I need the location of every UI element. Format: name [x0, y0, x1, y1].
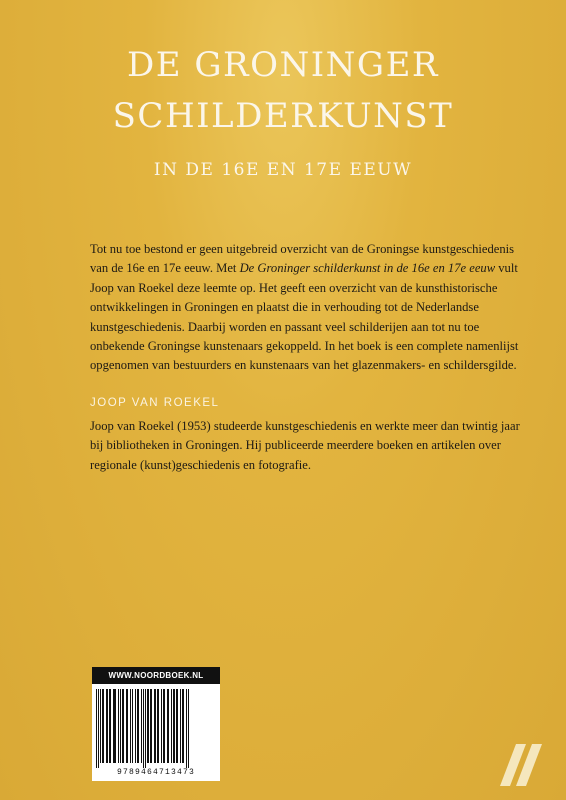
isbn-barcode: [92, 667, 220, 781]
barcode-bar: [132, 689, 133, 763]
book-title-line-1: DE GRONINGER: [126, 45, 440, 85]
barcode-bar: [113, 689, 116, 763]
book-description-title: De Groninger schilderkunst in de 16e en 17e eeuw: [239, 261, 496, 276]
book-title: [0, 40, 566, 142]
barcode-bar: [126, 689, 128, 763]
book-description: [90, 240, 530, 376]
barcode-bar: [161, 689, 162, 763]
barcode-bar: [150, 689, 152, 763]
book-title-line-2: SCHILDERKUNST: [112, 96, 454, 136]
barcode-bar: [186, 689, 187, 768]
barcode-bar: [145, 689, 146, 768]
book-subtitle: IN DE 16E EN 17E EEUW: [153, 160, 413, 180]
barcode-bar: [180, 689, 181, 763]
barcode-bar: [106, 689, 108, 763]
barcode-bar: [143, 689, 144, 768]
barcode-bar: [176, 689, 178, 763]
barcode-bar: [141, 689, 142, 763]
barcode-bar: [122, 689, 124, 763]
barcode-bar: [102, 689, 104, 763]
barcode-bar: [171, 689, 172, 763]
barcode-bar: [98, 689, 99, 768]
barcode-bar: [188, 689, 189, 768]
book-description-part-2: vult Joop van Roekel deze leemte op. Het geeft een overzicht van de kunsthistorische ontwikkelingen in Groningen en plaatst die in verhouding tot de Nederlandse kunstgeschiedenis. Daarbij worden en passant veel schilderijen aan tot nu toe onbekende Groningse kunstenaars gekoppeld. In het boek is een complete namenlijst opgenomen van bestuurders en kunstenaars van het glazenmakers- en schildersgilde.: [90, 261, 519, 373]
barcode-bar: [173, 689, 175, 763]
barcode-bar: [118, 689, 119, 763]
isbn-digits: 9789464713473: [116, 768, 195, 777]
barcode-bars: [96, 689, 216, 768]
book-description-part-1: Tot nu toe bestond er geen uitgebreid overzicht van de Groningse kunstgeschiedenis van de 16e en 17e eeuw. Met: [90, 242, 515, 276]
barcode-bar: [137, 689, 139, 763]
barcode-bar: [96, 689, 97, 768]
barcode-bar: [130, 689, 131, 763]
author-bio: Joop van Roekel (1953) studeerde kunstgeschiedenis en werkte meer dan twintig jaar bij bibliotheken in Groningen. Hij publiceerde meerdere boeken en artikelen over regionale (kunst)geschiedenis en fotografie.: [90, 419, 520, 472]
publisher-chevron-logo-icon: [500, 738, 548, 786]
barcode-bar: [109, 689, 111, 763]
barcode-bar: [154, 689, 156, 763]
barcode-bar: [120, 689, 121, 763]
publisher-url: WWW.NOORDBOEK.NL: [92, 667, 220, 684]
barcode-bar: [157, 689, 159, 763]
barcode-bar: [147, 689, 149, 763]
barcode-bar: [182, 689, 184, 763]
barcode-bar: [167, 689, 169, 763]
barcode-bar: [100, 689, 101, 763]
barcode-bar: [163, 689, 165, 763]
author-heading: JOOP VAN ROEKEL: [90, 397, 220, 409]
barcode-bar: [135, 689, 136, 763]
